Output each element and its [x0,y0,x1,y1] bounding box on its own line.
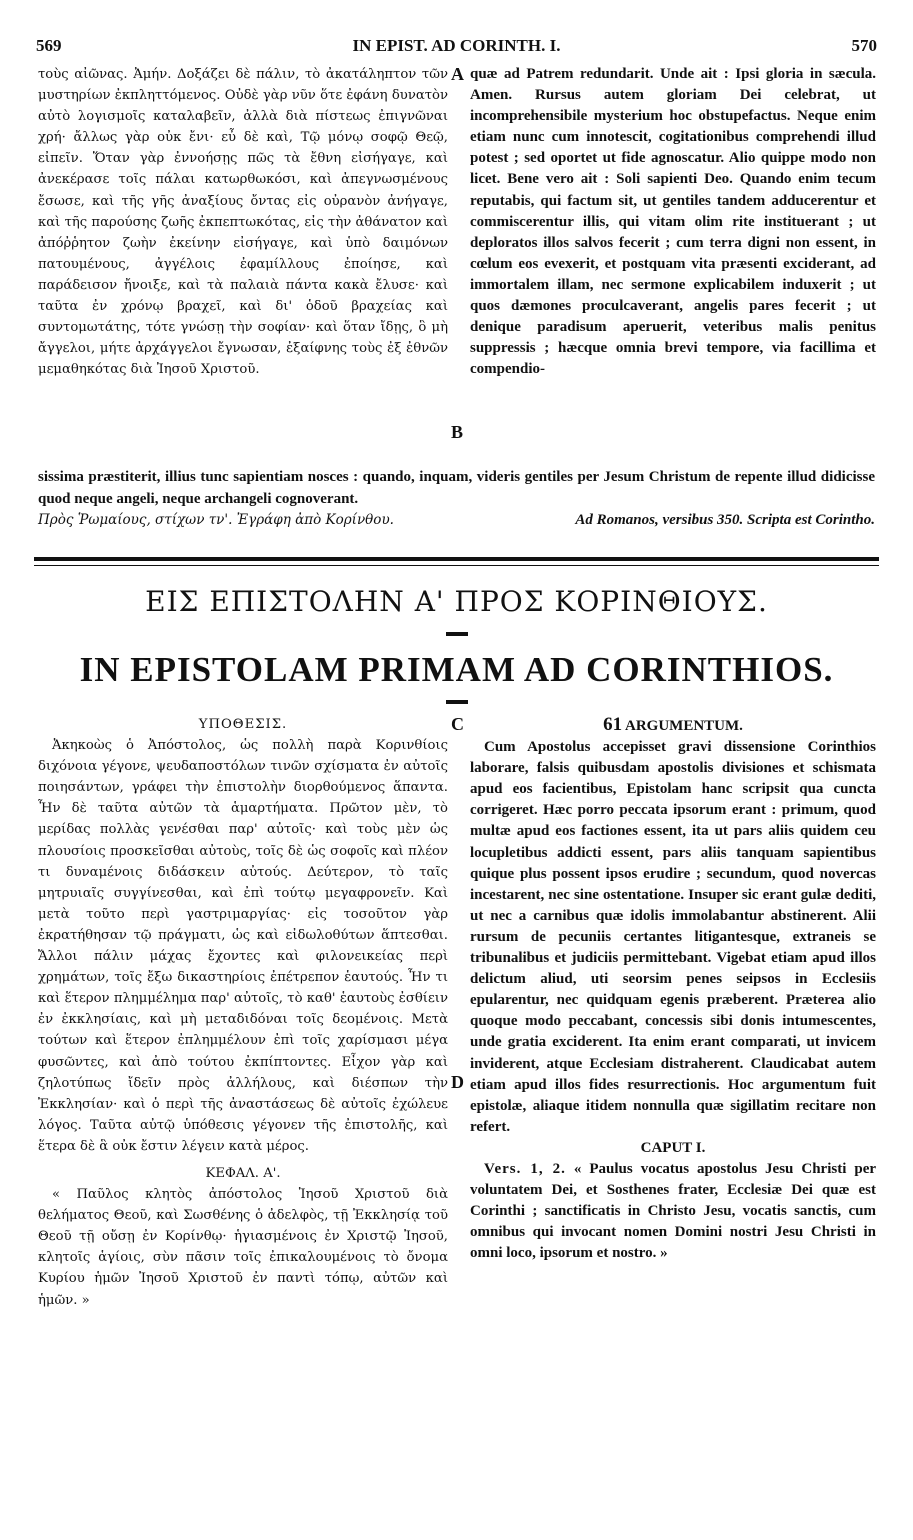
margin-marker-c: C [451,714,464,734]
page-number-left: 569 [36,36,62,55]
subscription-latin: Ad Romanos, versibus 350. Scripta est Corintho. [575,512,875,528]
chapter-heading-greek: ΚΕΦΑΛ. Α'. [205,1165,281,1181]
full-width-latin [38,466,875,510]
subscription-greek: Πρὸς Ῥωμαίους, στίχων τν'. Ἐγράφη ἀπὸ Κορίνθου. [38,512,394,528]
hypothesis-column [38,714,448,1311]
subscription-row [38,512,875,536]
argumentum-column [470,714,876,1264]
hypothesis-heading: ΥΠΟΘΕΣΙΣ. [198,717,288,732]
hypothesis-text: Ἀκηκοὼς ὁ Ἀπόστολος, ὡς πολλὴ παρὰ Κορινθίοις διχόνοια γέγονε, ψευδαποστόλων τινῶν σχίσματα ἐν αὐτοῖς ποιησάντων, γράφει τὴν ἐπιστολὴν διορθούμενος ἅπαντα. Ἦν δὲ ταῦτα αὐτῶν τὰ ἁμαρτήματα. Πρῶτον μὲν, τὸ μερίδας πολλὰς γενέσθαι παρ' αὐτοῖς· καὶ τοὺς μὲν ὡς πλουσίοις προσκεῖσθαι αὐτοὺς, τοῖς δὲ ὡς σοφοῖς καὶ πλέον τι δυναμένοις διδάσκειν αὐτούς. Δεύτερον, τὸ ταῖς μητρυιαῖς συγγίνεσθαι, καὶ ἐπὶ τούτῳ μεγαφρονεῖν. Καὶ μετὰ τοῦτο περὶ γαστριμαργίας· εἰς τοσοῦτον γὰρ ἐκρατήθησαν τῷ πράγματι, ὡς καὶ εἰδωλοθύτων ἅπτεσθαι. Ἄλλοι πάλιν μάχας ἔχοντες καὶ φιλονεικείας περὶ χρημάτων, τοῖς ἔξω δικαστηρίοις ἐπέτρεπον ἑαυτούς. Ἦν τι καὶ ἕτερον πλημμέλημα παρ' αὐτοῖς, τὸ καθ' ἑαυτοὺς ἐσθίειν ἐν ἐκκλησίαις, καὶ μὴ μεταδιδόναι τοῖς δεομένοις. Μετὰ τούτων καὶ ἕτερον ἐπλημμέλουν ἐπὶ τοῖς χαρίσμασι μέγα φυσῶντες, καὶ ἀπὸ τούτου ἐκπίπτοντες. Εἶχον γὰρ καὶ ζηλοτύπως ἴδεῖν πρὸς ἀλλήλους, καὶ διέσπων τὴν Ἐκκλησίαν· καὶ ὁ περὶ τῆς ἀναστάσεως δὲ αὐτοῖς ἐχώλευε λόγος. Ταῦτα αὐτῷ ὑπόθεσις γέγονεν τῆς ἐπιστολῆς, καὶ ἕτερα δὲ ἃ οὐκ ἔστιν λέγειν κατὰ μέρος. [38,738,448,1154]
argumentum-heading: ARGUMENTUM. [625,718,743,734]
top-greek-column [38,64,448,380]
margin-marker-d: D [451,1072,464,1092]
title-greek: ΕΙΣ ΕΠΙΣΤΟΛΗΝ Α' ΠΡΟΣ ΚΟΡΙΝΘΙΟΥΣ. [145,585,768,618]
margin-marker-b: B [451,422,464,442]
verse-latin: « Paulus vocatus apostolus Jesu Christi per voluntatem Dei, et Sosthenes frater, Ecclesiæ Dei quæ est Corinthi ; sanctificatis in Christo Jesu, vocatis sanctis, cum omnibus qui invocant nomen Domini nostri Jesu Christi in omni loco, ipsorum et nostro. » [470,1160,877,1262]
separator-thick [34,557,879,561]
verse-label: Vers. 1, 2. [484,1160,566,1177]
argumentum-heading-row [470,714,876,737]
margin-marker-a: A [451,64,464,84]
argumentum-text: Cum Apostolus accepisset gravi dissensione Corinthios laborare, falsis quibusdam apostolis divisiones et schismata apud eos facientibus, Epistolam hanc scripsit qua cuncta corrigeret. Hæc porro peccata ipsorum erant : primum, quod multæ apud eos factiones essent, ita ut pars aliis quidem ceu locupletibus addicti essent, pars aliis tanquam sapientibus quique plus possent ipsos erudire ; secundum, quod novercas incestarent, nec sine ostentatione. Insuper sic erant gulæ dediti, ut nec a carnibus quæ idolis immolabantur abstinerent. Alii rursum de pecuniis certantes litigantesque, extraneis se tribunalibus et judiciis permittebant. Vigebat etiam apud illos delictum aliud, uti seorsim penes seipsos in Ecclesiis epularentur, nec quidquam egenis præberent. Præterea alio quoque modo peccabant, concessis sibi donis intumescentes, unde gratia exciderent. Ita enim erant comparati, ut invicem inviderent, atque Ecclesiam distraherent. Claudicabat autem etiam apud illos fides resurrectionis. Hoc argumentum fuit epistolæ, aliaque itidem nonnulla quæ sigillatim recitare non refert. [470,739,876,1135]
page-number-right: 570 [851,36,877,55]
title-dash-1 [446,632,468,636]
chapter-heading-latin: CAPUT I. [640,1139,706,1156]
running-header [36,36,877,58]
full-width-latin-text: sissima præstiterit, illius tunc sapientiam nosces : quando, inquam, videris gentiles per Jesum Christum de repente illud didicisse quod neque angeli, neque archangeli cognoverant. [38,469,875,507]
argumentum-number: 61 [603,714,623,735]
title-dash-2 [446,700,468,704]
verse-latin-block [470,1159,876,1264]
title-latin: IN EPISTOLAM PRIMAM AD CORINTHIOS. [79,650,834,689]
top-greek-text: τοὺς αἰῶνας. Ἀμήν. Δοξάζει δὲ πάλιν, τὸ ἀκατάληπτον τῶν μυστηρίων ἐκπληττόμενος. Οὐδὲ γὰρ νῦν ὅτε ἐφάνη δυνατὸν αὐτὸ λογισμοῖς καταλαβεῖν, ἀλλὰ διὰ πίστεως ἐπιγνῶναι χρή· ἄλλως γὰρ οὐκ ἔνι· εὖ δὲ καὶ, Τῷ μόνῳ σοφῷ Θεῷ, εἰπεῖν. Ὅταν γὰρ ἐννοήσῃς πῶς τὰ ἔθνη εἰσήγαγε, καὶ ἀνεκέρασε τοῖς πάλαι κατωρθωκόσι, καὶ ἀπεγνωσμένους ἔσωσε, καὶ τῆς γῆς ἀναξίους ὄντας εἰς οὐρανὸν ἀνήγαγε, καὶ τῆς παρούσης ζωῆς ἐκπεπτωκότας, εἰς τὴν ἀθάνατον καὶ ἀπόῤῥητον ζωὴν ἐκείνην εἰσήγαγε, καὶ ὑπὸ δαιμόνων πατουμένους, ἀγγέλοις ἐφαμίλλους ἐποίησε, καὶ παράδεισον ἤνοιξε, καὶ τὰ παλαιὰ πάντα κακὰ ἔλυσε· καὶ ταῦτα ἐν χρόνῳ βραχεῖ, καὶ δι' ὁδοῦ βραχείας καὶ συντομωτάτης, τότε γνώσῃ τὴν σοφίαν· καὶ ὅταν ἴδῃς, ὃ μὴ ἄγγελοι, μήτε ἀρχάγγελοι ἔγνωσαν, ἐξαίφνης τοὺς ἐξ ἐθνῶν μεμαθηκότας διὰ Ἰησοῦ Χριστοῦ. [38,67,448,378]
separator-thin [34,565,879,566]
verse-greek: « Παῦλος κλητὸς ἀπόστολος Ἰησοῦ Χριστοῦ διὰ θελήματος Θεοῦ, καὶ Σωσθένης ὁ ἀδελφὸς, τῇ Ἐκκλησίᾳ τοῦ Θεοῦ τῇ οὔσῃ ἐν Κορίνθῳ· ἡγιασμένοις ἐν Χριστῷ Ἰησοῦ, κλητοῖς ἁγίοις, σὺν πᾶσιν τοῖς ἐπικαλουμένοις τὸ ὄνομα Κυρίου ἡμῶν Ἰησοῦ Χριστοῦ ἐν παντὶ τόπῳ, αὐτῶν καὶ ἡμῶν. » [38,1187,448,1308]
top-latin-column [470,64,876,380]
top-latin-text: quæ ad Patrem redundarit. Unde ait : Ipsi gloria in sæcula. Amen. Rursus autem gloriam Dei celebrat, ut incomprehensibile mysterium hoc obstupefactus. Neque enim etiam nunc cum innotescit, cogitationibus comprehendi illud potest ; sed oportet ut fide agnoscatur. Alio quippe modo non licet. Bene vero ait : Soli sapienti Deo. Quando enim tecum reputabis, qui factum sit, ut gentiles tandem adducerentur et commiscerentur illis, qui vitam olim rite instituerant ; ut deploratos illos salvos fecerit ; cum terra digni non essent, in cœlum eos evexerit, et postquam vita præsenti exciderant, ad immortalem illam, nec sermone explicabilem induxerit ; ut quos dæmones proculcaverant, angelis pares fecerit ; ut denique paradisum aperuerit, veteribus malis penitus suppressis ; hæcque omnia brevi tempore, via facillima et compendio- [470,66,876,378]
running-title: IN EPIST. AD CORINTH. I. [352,36,561,55]
